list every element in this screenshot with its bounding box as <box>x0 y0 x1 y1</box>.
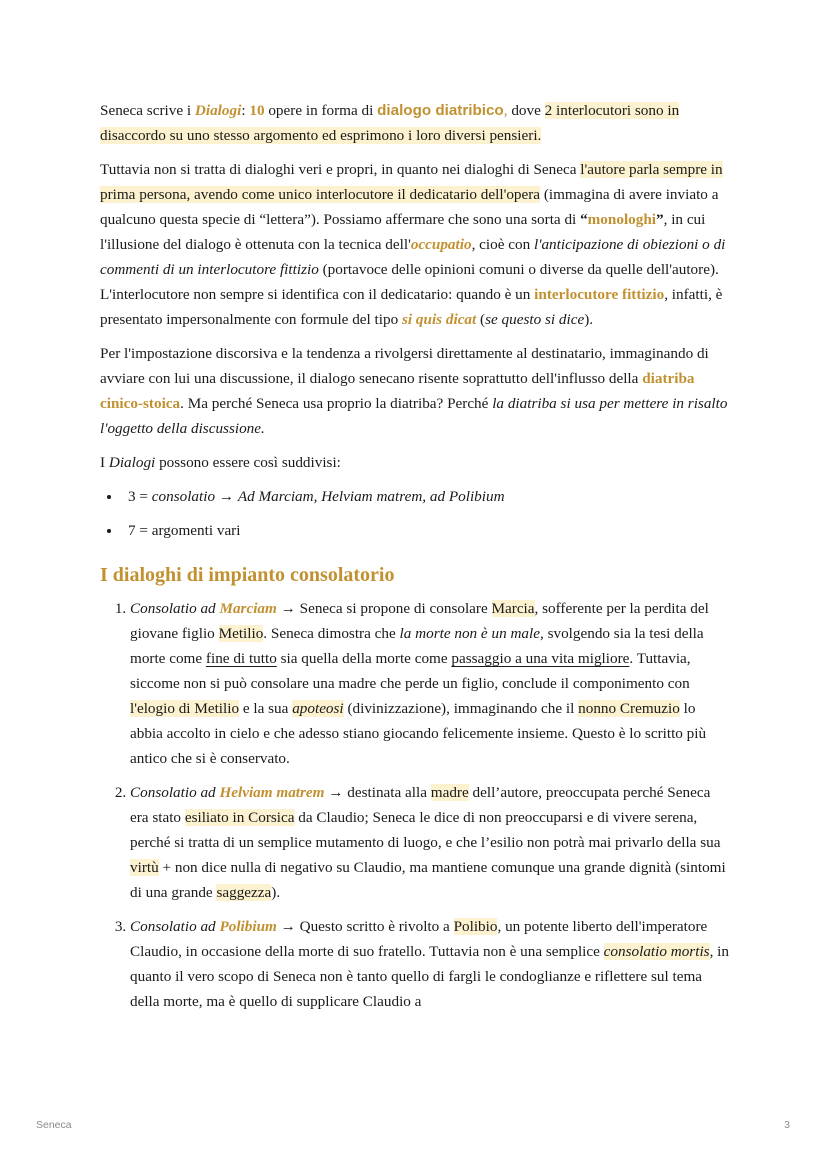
highlight: apoteosi <box>292 700 344 717</box>
text: , sofferente per la perdita del giovane figlio <box>130 600 709 642</box>
paragraph-intro <box>100 98 730 148</box>
list-item-polibium <box>130 914 730 1014</box>
italic-text: Ad Marciam, Helviam matrem, ad Polibium <box>237 488 505 505</box>
text: : <box>241 102 246 119</box>
text: + non dice nulla di negativo su Claudio, ma mantiene comunque una grande dignità (sintomi di una grande <box>130 859 726 901</box>
highlight: l'autore parla sempre in prima persona, avendo come unico interlocutore il dedicatario dell'opera <box>100 161 723 203</box>
text: da Claudio; Seneca le dice di non preoccuparsi e di vivere serena, perché si tratta di un semplice mutamento di luogo, e che l’esilio non potrà mai privarlo della sua <box>130 809 721 851</box>
highlight: l'elogio di Metilio <box>130 700 240 717</box>
italic-text: la diatriba si usa per mettere in risalto l'oggetto della discussione. <box>100 395 728 437</box>
highlight: consolatio mortis <box>603 943 710 960</box>
definition: l'anticipazione di obiezioni o di commenti di un interlocutore fittizio <box>100 236 726 278</box>
term-dialogo-diatribico: dialogo diatribico <box>377 102 504 119</box>
highlight: nonno Cremuzio <box>578 700 680 717</box>
list-item-marciam <box>130 596 730 771</box>
text: “ <box>580 211 588 228</box>
paragraph-diatriba <box>100 341 730 441</box>
text: Tuttavia non si tratta di dialoghi veri e propri, in quanto nei dialoghi di Seneca <box>100 161 581 178</box>
highlight: virtù <box>130 859 159 876</box>
text: lo abbia accolto in cielo e che adesso stiano giocando felicemente insieme. Questo è lo scritto più antico che si è conservato. <box>130 700 707 767</box>
text: , in cui l'illusione del dialogo è ottenuta con la tecnica dell' <box>100 211 706 253</box>
text: ” <box>656 211 664 228</box>
text: , infatti, è presentato impersonalmente con formule del tipo <box>100 286 723 328</box>
text: (portavoce delle opinioni comuni o diverse da quelle dell'autore). L'interlocutore non sempre si identifica con il dedicatario: quando è un <box>100 261 719 303</box>
term-marciam: Marciam <box>219 600 277 617</box>
document-body <box>100 98 730 1023</box>
highlight: Metilio <box>218 625 264 642</box>
text: , un potente liberto dell'imperatore Claudio, in occasione della morte di suo fratello. Tuttavia non è una semplice <box>130 918 708 960</box>
highlight: madre <box>430 784 469 801</box>
text: dove <box>507 102 545 119</box>
term-interlocutore-fittizio: interlocutore fittizio <box>534 286 665 303</box>
highlight: 2 interlocutori sono in disaccordo su uno stesso argomento ed esprimono i loro diversi pensieri. <box>100 102 680 144</box>
italic-text: Consolatio ad <box>130 784 220 801</box>
term-diatriba: diatriba cinico-stoica <box>100 370 695 412</box>
text: 3 = <box>128 488 152 505</box>
text: → <box>215 488 238 505</box>
term-dialogi: Dialogi <box>194 102 242 119</box>
list-item <box>122 518 730 543</box>
text: e la sua <box>239 700 293 717</box>
term-occupatio: occupatio <box>410 236 472 253</box>
text: → destinata alla <box>324 784 431 801</box>
italic-text: consolatio <box>151 488 216 505</box>
highlight: saggezza <box>216 884 272 901</box>
term-count: 10 <box>249 102 265 119</box>
text: . Tuttavia, siccome non si può consolare una madre che perde un figlio, conclude il componimento con <box>130 650 691 692</box>
bullet-list <box>100 484 730 543</box>
text: (immagina di avere inviato a qualcuno questa specie di “lettera”). Possiamo affermare che sono una sorta di <box>100 186 719 228</box>
term-monologhi: monologhi <box>587 211 657 228</box>
text: 7 = argomenti vari <box>128 522 241 539</box>
text: ). <box>584 311 594 328</box>
numbered-list <box>100 596 730 1014</box>
term-si-quis-dicat: si quis dicat <box>401 311 477 328</box>
italic-text: Consolatio ad <box>130 600 220 617</box>
text: I <box>100 454 109 471</box>
italic-text: Dialogi <box>108 454 156 471</box>
text: → Seneca si propone di consolare <box>276 600 492 617</box>
section-heading: I dialoghi di impianto consolatorio <box>100 564 395 586</box>
highlight: esiliato in Corsica <box>184 809 295 826</box>
underlined-text: fine di tutto <box>205 650 277 667</box>
text: , svolgendo sia la tesi della morte come <box>130 625 704 667</box>
text: opere in forma di <box>264 102 378 119</box>
list-item-helviam <box>130 780 730 905</box>
text: dell’autore, preoccupata perché Seneca era stato <box>130 784 711 826</box>
page-number: 3 <box>784 1119 790 1131</box>
underlined-text: passaggio a una vita migliore <box>451 650 630 667</box>
text: Seneca scrive i <box>100 102 195 119</box>
term-helviam: Helviam matrem <box>219 784 325 801</box>
text: sia quella della morte come <box>276 650 452 667</box>
highlight: Marcia <box>491 600 535 617</box>
text: . Ma perché Seneca usa proprio la diatriba? Perché <box>180 395 493 412</box>
footer-title: Seneca <box>36 1119 72 1131</box>
text: , <box>503 102 508 119</box>
paragraph-monologhi <box>100 157 730 332</box>
italic-text: Consolatio ad <box>130 918 220 935</box>
text: Per l'impostazione discorsiva e la tendenza a rivolgersi direttamente al destinatario, immaginando di avviare con lui una discussione, il dialogo senecano risente soprattutto dell'influsso della <box>100 345 709 387</box>
text: . Seneca dimostra che <box>263 625 400 642</box>
paragraph-suddivisione <box>100 450 730 475</box>
highlight: Polibio <box>453 918 498 935</box>
list-item <box>122 484 730 509</box>
text: ( <box>476 311 486 328</box>
translation: se questo si dice <box>485 311 585 328</box>
text: ). <box>271 884 281 901</box>
text: (divinizzazione), immaginando che il <box>343 700 579 717</box>
text: → Questo scritto è rivolto a <box>276 918 454 935</box>
italic-text: la morte non è un male <box>399 625 540 642</box>
term-polibium: Polibium <box>219 918 277 935</box>
text: , in quanto il vero scopo di Seneca non è tanto quello di fargli le condoglianze e riflettere sul tema della morte, ma è quello di supplicare Claudio a <box>130 943 729 1010</box>
text: , cioè con <box>471 236 534 253</box>
text: possono essere così suddivisi: <box>155 454 341 471</box>
